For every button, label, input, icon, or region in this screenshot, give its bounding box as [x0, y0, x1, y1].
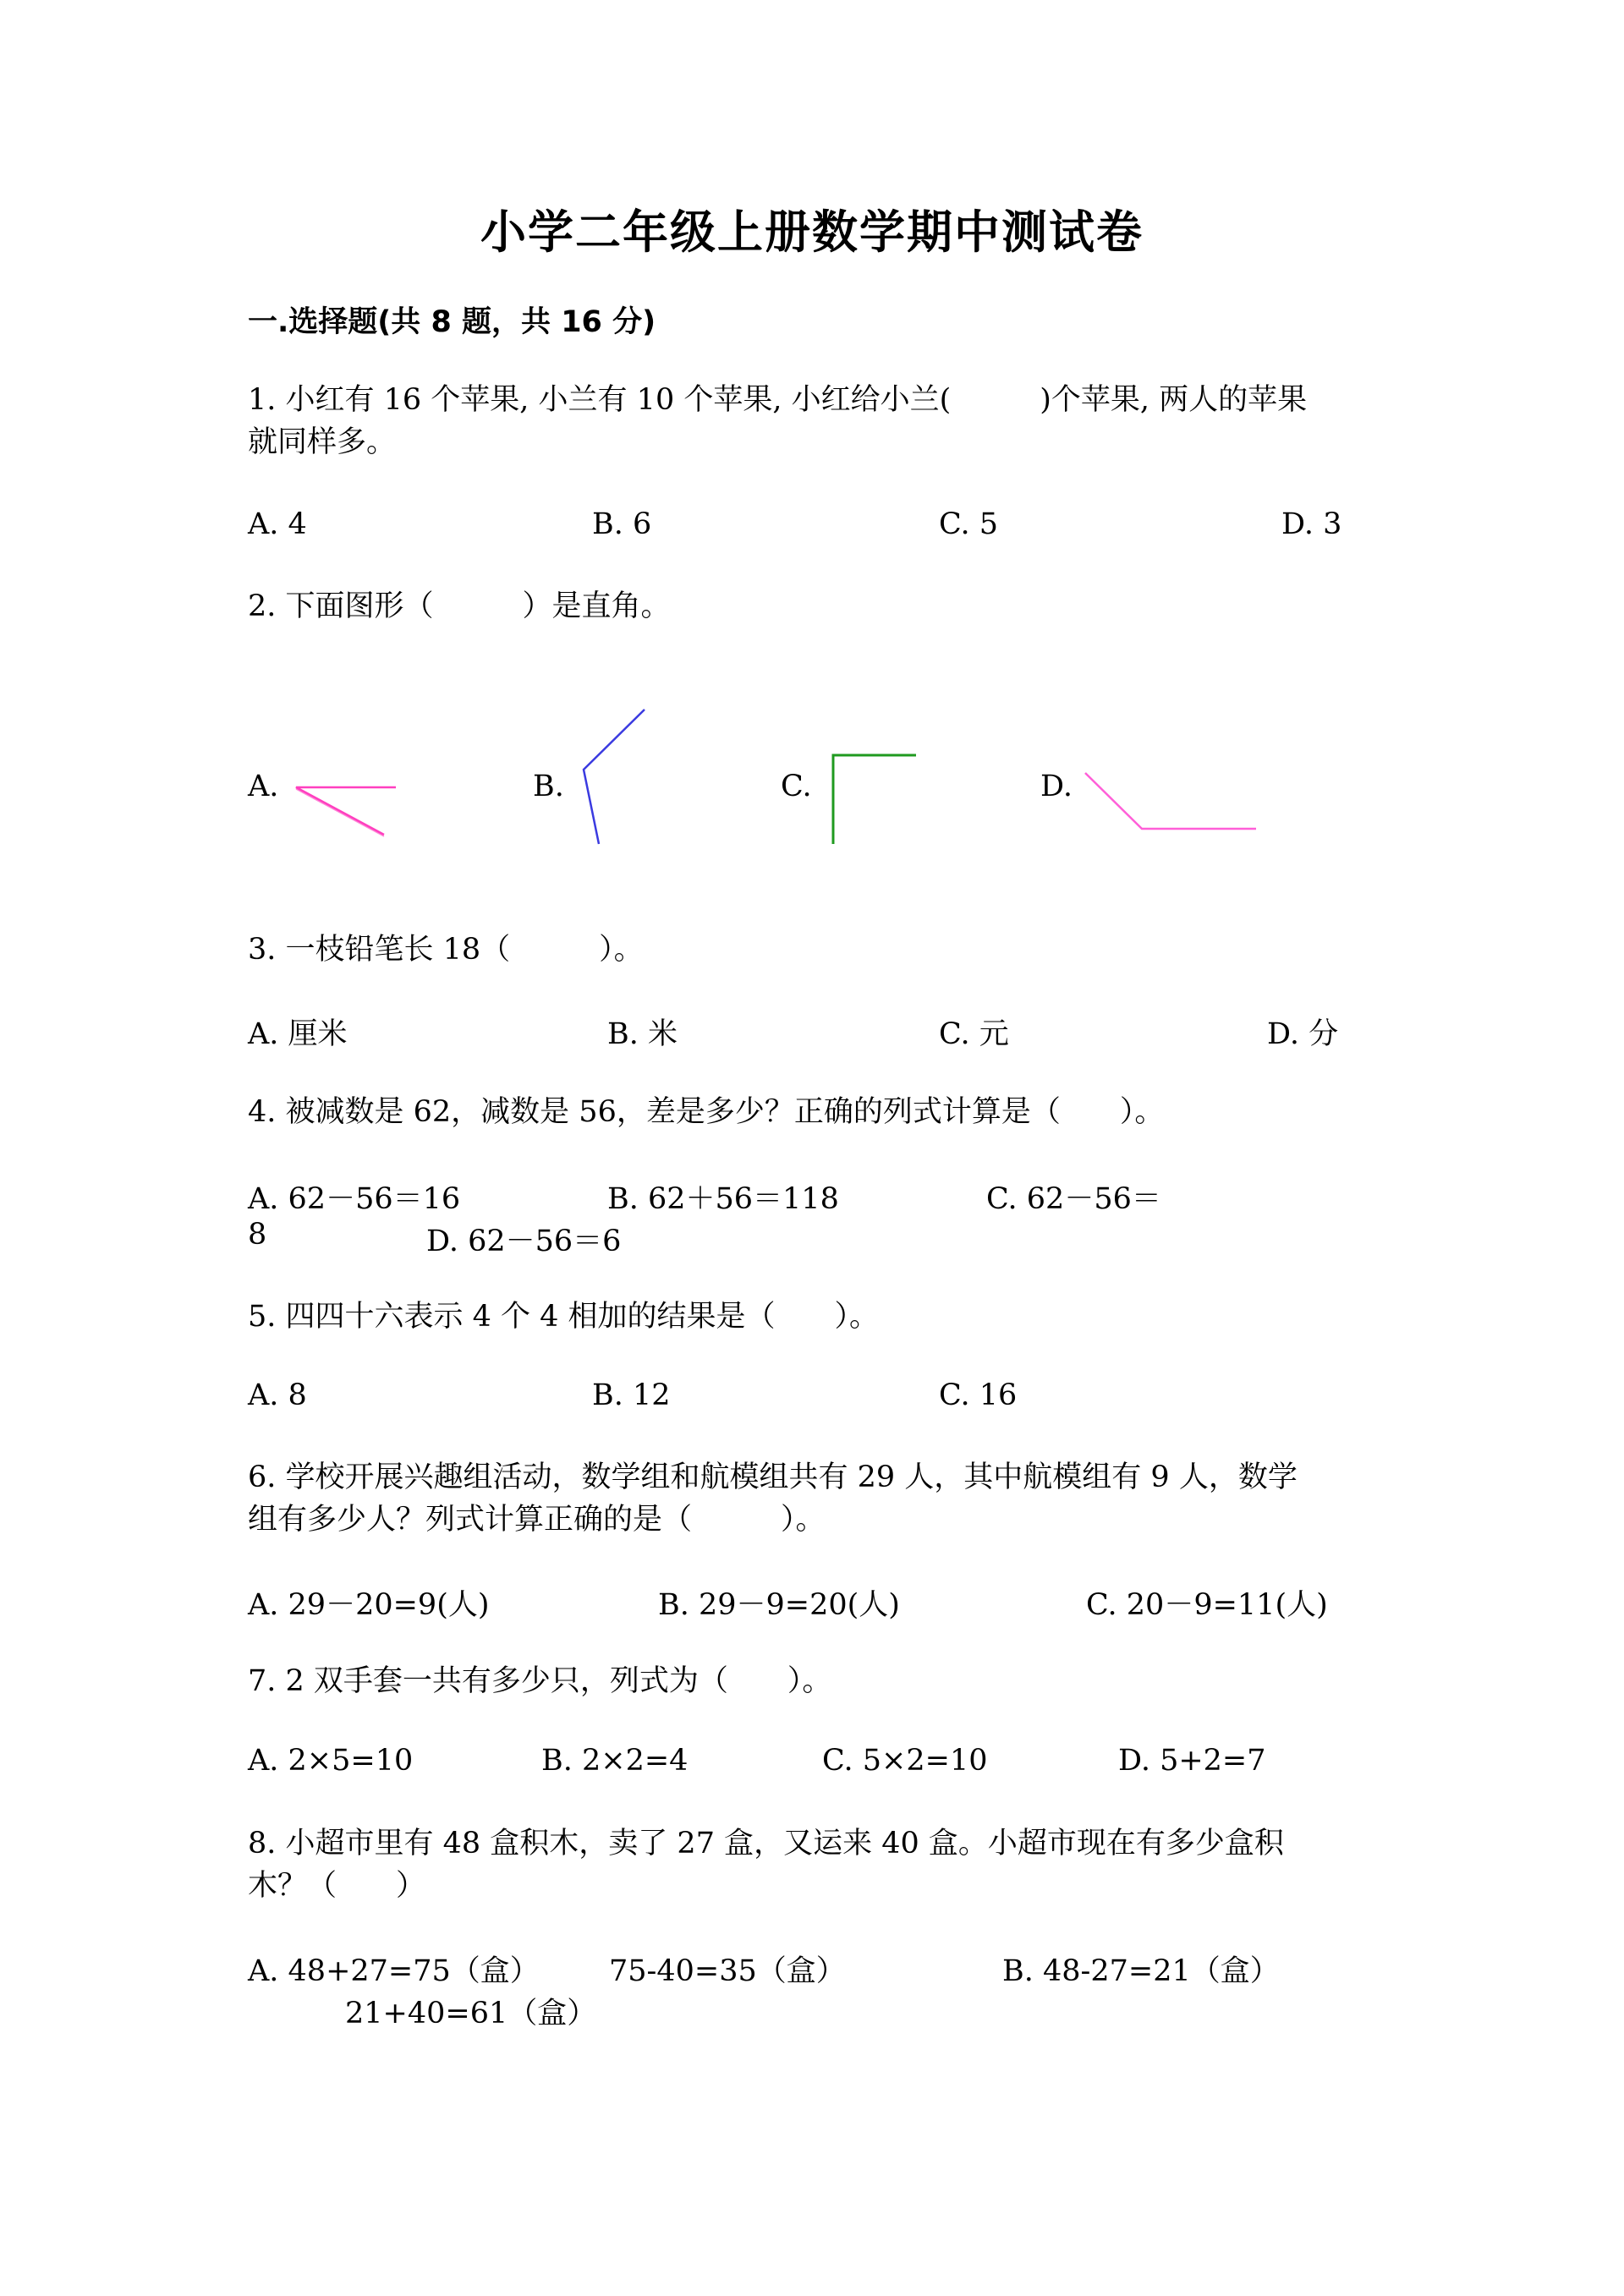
question-8-line-1: 8. 小超市里有 48 盒积木，卖了 27 盒，又运来 40 盒。小超市现在有多少盒积 — [248, 1827, 1284, 1860]
q6-option-c: C. 20－9=11(人) — [1086, 1588, 1328, 1622]
q5-option-b: B. 12 — [592, 1378, 671, 1412]
q7-option-c: C. 5×2=10 — [822, 1744, 988, 1778]
q6-option-b: B. 29－9=20(人) — [658, 1588, 900, 1622]
q3-option-b: B. 米 — [607, 1017, 678, 1051]
q7-option-a: A. 2×5=10 — [248, 1744, 414, 1778]
angle-figure-d — [1085, 773, 1256, 829]
angle-figure-c — [833, 755, 916, 844]
section-heading: 一.选择题(共 8 题，共 16 分) — [248, 305, 656, 339]
question-1-line-1: 1. 小红有 16 个苹果, 小兰有 10 个苹果, 小红给小兰( )个苹果, 两人的苹果 — [248, 383, 1308, 417]
q2-option-c: C. — [781, 770, 812, 803]
q3-option-d: D. 分 — [1267, 1017, 1339, 1051]
q4-option-a: A. 62－56＝16 — [248, 1182, 461, 1216]
angle-figure-a — [296, 787, 396, 836]
question-7-line-1: 7. 2 双手套一共有多少只，列式为（ ）。 — [248, 1664, 832, 1698]
question-8-line-2: 木？（ ） — [248, 1869, 426, 1903]
q4-option-b: B. 62＋56＝118 — [607, 1182, 839, 1216]
q8-option-a-step-1: A. 48+27=75（盒） — [248, 1954, 540, 1988]
q7-option-d: D. 5+2=7 — [1118, 1744, 1266, 1778]
q2-option-b: B. — [533, 770, 564, 803]
question-2-line-1: 2. 下面图形（ ）是直角。 — [248, 589, 671, 623]
q8-option-b-step-1: B. 48-27=21（盒） — [1002, 1954, 1280, 1988]
q1-option-d: D. 3 — [1281, 507, 1342, 541]
q8-option-b-step-2: 21+40=61（盒） — [345, 1997, 597, 2030]
q2-option-d: D. — [1040, 770, 1073, 803]
question-4-line-1: 4. 被减数是 62，减数是 56，差是多少？正确的列式计算是（ ）。 — [248, 1095, 1165, 1129]
q4-option-d: D. 62－56＝6 — [426, 1225, 622, 1258]
q1-option-a: A. 4 — [248, 507, 307, 541]
q6-option-a: A. 29－20=9(人) — [248, 1588, 490, 1622]
q4-option-c: C. 62－56＝ — [986, 1182, 1161, 1216]
question-6-line-1: 6. 学校开展兴趣组活动，数学组和航模组共有 29 人，其中航模组有 9 人，数学 — [248, 1460, 1298, 1494]
q5-option-c: C. 16 — [939, 1378, 1018, 1412]
question-3-line-1: 3. 一枝铅笔长 18（ ）。 — [248, 933, 644, 967]
q2-option-a: A. — [248, 770, 279, 803]
angle-figure-b — [584, 710, 645, 844]
q1-option-c: C. 5 — [939, 507, 999, 541]
q1-option-b: B. 6 — [592, 507, 652, 541]
q7-option-b: B. 2×2=4 — [541, 1744, 689, 1778]
q3-option-a: A. 厘米 — [248, 1017, 348, 1051]
q5-option-a: A. 8 — [248, 1378, 307, 1412]
question-1-line-2: 就同样多。 — [248, 425, 397, 459]
q4-option-c-continued: 8 — [248, 1218, 267, 1252]
question-6-line-2: 组有多少人？列式计算正确的是（ ）。 — [248, 1503, 826, 1537]
q8-option-a-step-2: 75-40=35（盒） — [609, 1954, 846, 1988]
question-5-line-1: 5. 四四十六表示 4 个 4 相加的结果是（ ）。 — [248, 1300, 880, 1334]
page-title: 小学二年级上册数学期中测试卷 — [480, 205, 1144, 259]
q3-option-c: C. 元 — [939, 1017, 1009, 1051]
